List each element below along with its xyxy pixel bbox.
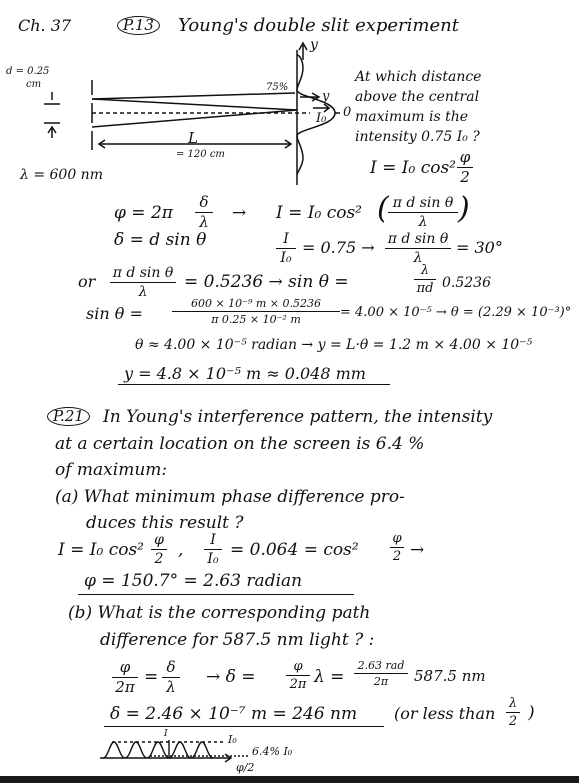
slit-separation: d = 0.25 bbox=[6, 66, 50, 77]
phase-arrow: → bbox=[232, 203, 247, 223]
answer-13: y = 4.8 × 10⁻⁵ m ≈ 0.048 mm bbox=[124, 364, 366, 383]
p21-eq-b-fraction-3: φ 2π bbox=[286, 660, 310, 691]
intensity-formula: I = I₀ cos² bbox=[370, 158, 456, 178]
answer-21b-note: (or less than bbox=[394, 704, 496, 723]
p21-intro-line-3: of maximum: bbox=[55, 460, 168, 480]
i0-label: I₀ bbox=[316, 111, 327, 126]
or-value: = 0.5236 → sin θ = bbox=[184, 272, 349, 292]
paren-open: ( bbox=[377, 191, 389, 226]
sketch-axis-label: φ/2 bbox=[236, 761, 255, 774]
or-end-value: 0.5236 bbox=[442, 275, 491, 291]
p21-eq-b-wavelength: 587.5 nm bbox=[414, 667, 486, 685]
p21-eq-b-arrow: → δ = bbox=[206, 667, 256, 687]
question-line-3: maximum is the bbox=[355, 109, 469, 125]
screen-distance-value: = 120 cm bbox=[176, 149, 225, 160]
sketch-i-label: I bbox=[164, 729, 168, 739]
phase-equation-fraction: δ λ bbox=[195, 195, 213, 230]
p21-eq-b-fraction-1: φ 2π bbox=[112, 660, 138, 695]
ratio-value: = 0.75 → bbox=[302, 238, 375, 257]
p21-part-a-line-2: duces this result ? bbox=[86, 513, 244, 533]
p21-eq-b-lambda: λ = bbox=[314, 667, 345, 687]
p21-intro-line-2: at a certain location on the screen is 6.4 % bbox=[55, 434, 425, 454]
problem-number-21: P.21 bbox=[47, 407, 90, 426]
sine-result: = 4.00 × 10⁻⁵ → θ = (2.29 × 10⁻³)° bbox=[340, 305, 572, 320]
sine-label: sin θ = bbox=[86, 304, 143, 323]
problem-number-13: P.13 bbox=[117, 16, 160, 35]
p21-eq-a-comma: , bbox=[178, 540, 184, 560]
ratio-angle: = 30° bbox=[456, 238, 503, 257]
intensity-substituted: I = I₀ cos² bbox=[276, 203, 362, 223]
sine-fraction: 600 × 10⁻⁹ m × 0.5236 π 0.25 × 10⁻² m bbox=[172, 298, 340, 325]
p21-ratio-fraction: I I₀ bbox=[204, 533, 222, 566]
sketch-percent-label: 6.4% I₀ bbox=[252, 745, 293, 758]
origin-label: 0 bbox=[343, 105, 352, 120]
intensity-formula-fraction: φ 2 bbox=[457, 150, 473, 185]
p21-part-b-line-2: difference for 587.5 nm light ? : bbox=[100, 630, 375, 650]
ratio-fraction: I I₀ bbox=[276, 232, 296, 265]
intensity-substituted-fraction: π d sin θ λ bbox=[388, 196, 458, 229]
p21-intro-line-1: In Young's interference pattern, the intensity bbox=[103, 407, 493, 427]
slit-separation-unit: cm bbox=[26, 79, 42, 90]
p21-part-a-line-1: (a) What minimum phase difference pro- bbox=[55, 487, 405, 507]
answer-21b-note-fraction: λ 2 bbox=[506, 697, 520, 728]
p21-part-b-line-1: (b) What is the corresponding path bbox=[68, 603, 371, 623]
p21-eq-b-fraction-4: 2.63 rad 2π bbox=[354, 660, 408, 687]
or-lambda-fraction: λ πd bbox=[414, 264, 436, 295]
p21-eq-a-arrow: → bbox=[410, 540, 425, 560]
ratio-argument-fraction: π d sin θ λ bbox=[385, 232, 451, 265]
p21-eq-a: I = I₀ cos² bbox=[58, 540, 144, 560]
p21-eq-a-fraction: φ 2 bbox=[151, 533, 167, 566]
p13-title: Young's double slit experiment bbox=[178, 15, 459, 36]
or-label: or bbox=[78, 272, 96, 291]
chapter-label: Ch. 37 bbox=[18, 16, 72, 35]
p21-eq-b-equals: = bbox=[144, 667, 159, 687]
wavelength-label: λ = 600 nm bbox=[20, 167, 103, 183]
path-difference-equation: δ = d sin θ bbox=[114, 230, 207, 250]
answer-21a: φ = 150.7° = 2.63 radian bbox=[84, 571, 303, 591]
screen-distance-symbol: L bbox=[188, 129, 198, 147]
scan-edge bbox=[0, 776, 579, 783]
y-axis-label: y bbox=[322, 89, 330, 104]
question-line-4: intensity 0.75 I₀ ? bbox=[355, 129, 480, 145]
p21-eq-a-rhs-fraction: φ 2 bbox=[390, 532, 404, 563]
question-line-1: At which distance bbox=[355, 69, 482, 85]
theta-radian-line: θ ≈ 4.00 × 10⁻⁵ radian → y = L·θ = 1.2 m × 4.00 × 10⁻⁵ bbox=[135, 337, 533, 353]
phase-equation: φ = 2π bbox=[114, 203, 173, 223]
percent-label: 75% bbox=[266, 82, 289, 93]
question-line-2: above the central bbox=[355, 89, 480, 105]
sketch-i0-label: I₀ bbox=[228, 733, 237, 746]
y-axis-label-top: y bbox=[310, 37, 318, 53]
answer-21b-close: ) bbox=[528, 703, 535, 723]
paren-close: ) bbox=[458, 191, 470, 226]
or-fraction: π d sin θ λ bbox=[110, 266, 176, 299]
answer-21b: δ = 2.46 × 10⁻⁷ m = 246 nm bbox=[110, 704, 358, 724]
p21-eq-b-fraction-2: δ λ bbox=[162, 660, 180, 695]
p21-eq-a-value: = 0.064 = cos² bbox=[230, 540, 359, 560]
